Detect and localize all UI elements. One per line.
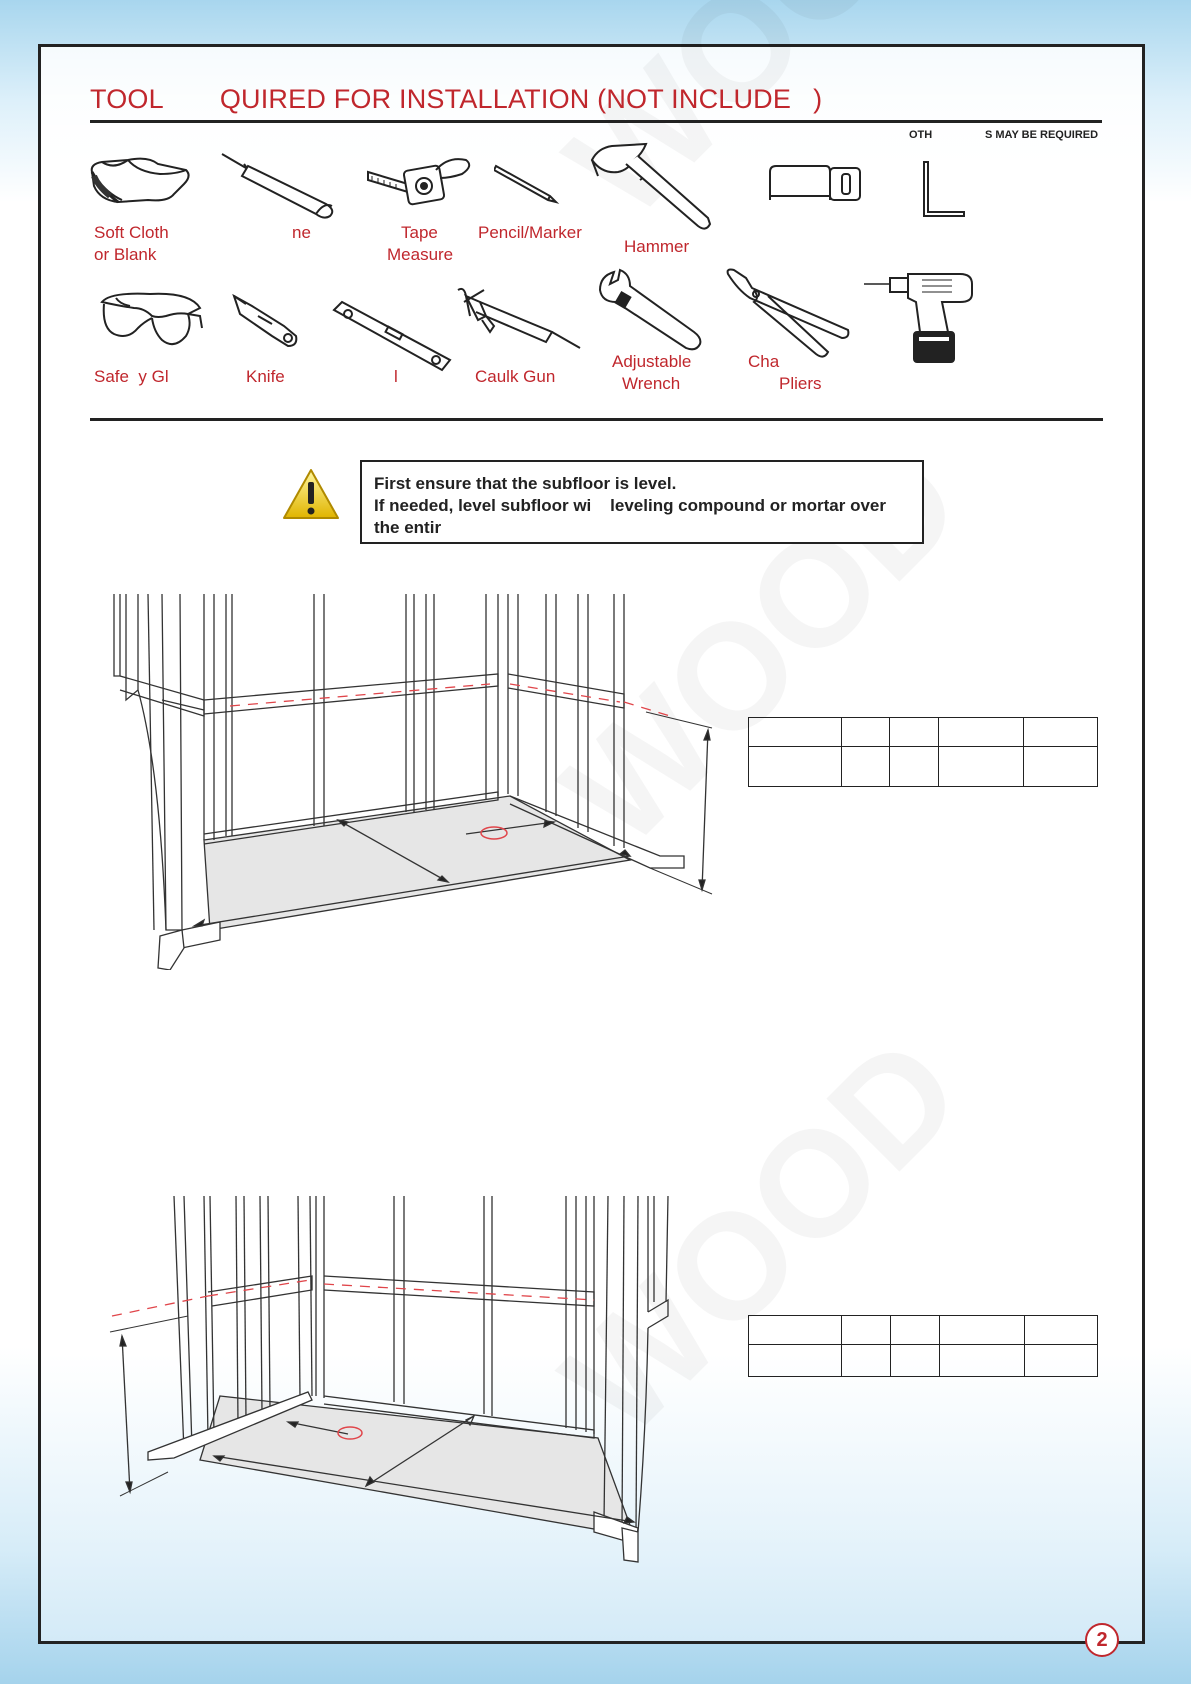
tool-label: Tape	[401, 223, 438, 242]
title-rule	[90, 120, 1102, 123]
warning-triangle-icon	[282, 468, 340, 520]
cloth-icon	[88, 150, 194, 214]
level-icon	[332, 300, 452, 374]
safety-glasses-icon	[100, 288, 204, 354]
alcove-framing-diagram	[108, 1192, 728, 1572]
tool-label: l	[394, 367, 398, 386]
warning-box	[360, 460, 924, 544]
tool-label: Hammer	[624, 237, 690, 256]
page-number: 2	[1085, 1623, 1119, 1657]
tool-label: ne	[292, 223, 311, 242]
knife-icon	[232, 294, 300, 350]
warning-line: First ensure that the subfloor is level.	[374, 474, 677, 493]
channel-pliers-icon	[724, 268, 850, 360]
tool-label: Soft Cloth	[94, 223, 169, 242]
subtitle-right: S MAY BE REQUIRED	[985, 129, 1099, 141]
square-ruler-icon	[922, 160, 966, 218]
hammer-icon	[588, 140, 712, 234]
spec-table	[748, 1315, 1098, 1377]
tool-label: Caulk Gun	[475, 367, 556, 386]
tools-bottom-rule	[90, 418, 1103, 421]
warning-line: the entir	[374, 518, 442, 537]
spec-table	[748, 717, 1098, 787]
tool-label: or Blank	[94, 245, 157, 264]
silicone-tube-icon	[220, 150, 342, 220]
warning-line: If needed, level subfloor wi leveling compound or mortar over	[374, 496, 886, 515]
adjustable-wrench-icon	[596, 268, 706, 352]
subtitle-left: OTH	[909, 129, 933, 141]
alcove-framing-diagram	[110, 590, 730, 970]
tool-label: Knife	[246, 367, 285, 386]
tool-label: Cha	[748, 352, 780, 371]
pencil-icon	[494, 164, 564, 204]
tape-measure-icon	[366, 156, 472, 206]
caulk-gun-icon	[456, 286, 582, 352]
tool-label: Measure	[387, 245, 454, 264]
tool-label: Safe y Gl	[94, 367, 169, 386]
hacksaw-icon	[766, 164, 864, 204]
tool-label: Pencil/Marker	[478, 223, 582, 242]
drill-icon	[862, 270, 982, 366]
tool-label: Pliers	[779, 374, 822, 393]
page-title: TOOL QUIRED FOR INSTALLATION (NOT INCLUDE )	[90, 84, 823, 114]
tool-label: Adjustable	[612, 352, 692, 371]
tool-label: Wrench	[622, 374, 681, 393]
